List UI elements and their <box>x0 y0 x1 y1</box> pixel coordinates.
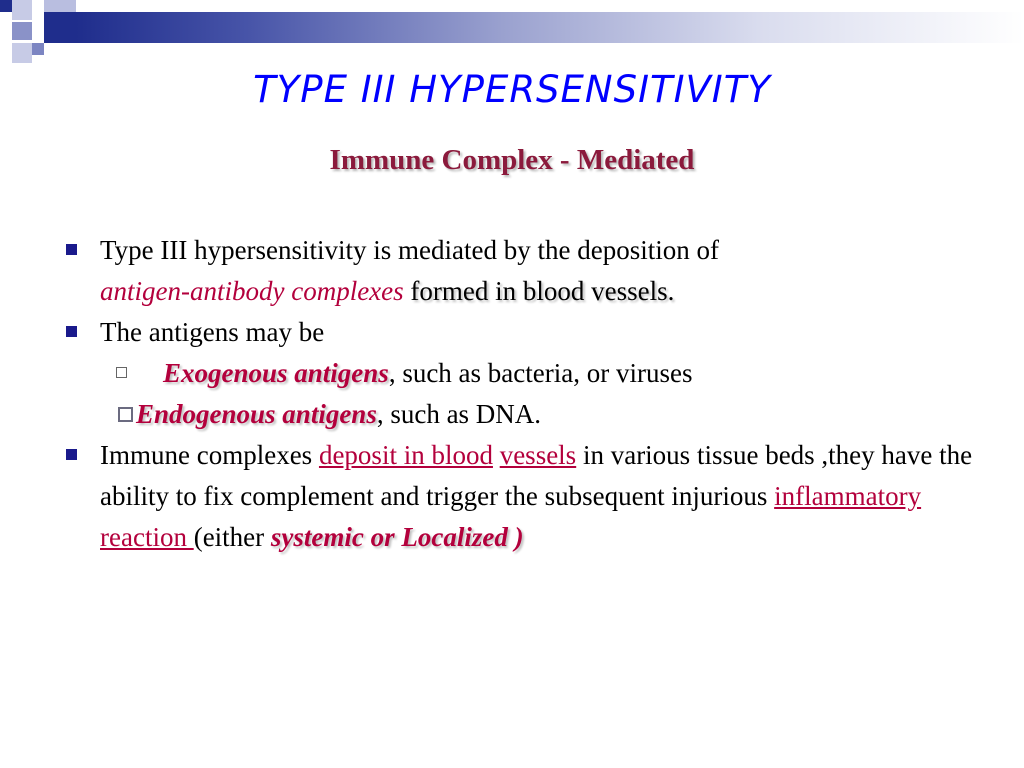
decor-square <box>44 12 76 43</box>
emphasis-text: systemic or Localized ) <box>270 522 524 552</box>
bullet-text: formed in blood vessels. <box>410 276 675 306</box>
decor-square <box>44 0 76 12</box>
emphasis-text: Exogenous antigens <box>163 358 389 388</box>
emphasis-text: antigen-antibody complexes <box>100 276 404 306</box>
underlined-term[interactable]: vessels <box>499 440 577 470</box>
bullet-text: Type III hypersensitivity is mediated by the deposition of <box>100 235 719 265</box>
bullet-item <box>100 435 980 558</box>
slide-body <box>100 230 980 558</box>
bullet-item <box>100 230 980 312</box>
bullet-text: The antigens may be <box>100 317 325 347</box>
decor-square <box>12 0 32 20</box>
slide-title: TYPE III HYPERSENSITIVITY <box>253 68 771 111</box>
bullet-text: Immune complexes <box>100 440 313 470</box>
header-gradient-bar <box>76 12 1024 43</box>
bullet-text: (either <box>193 522 265 552</box>
bullet-item <box>100 312 980 353</box>
bullet-text: in various tissue beds ,they have the ability to fix complement and trigger the subsequent injurious <box>100 440 973 511</box>
hollow-square-bullet-icon <box>116 367 127 378</box>
bullet-text: , such as DNA. <box>376 399 542 429</box>
decor-square <box>12 22 32 40</box>
slide-subtitle: Immune Complex - Mediated <box>329 144 695 176</box>
decor-square <box>0 0 12 12</box>
underlined-term[interactable]: deposit in blood <box>318 440 493 470</box>
decor-square <box>32 43 44 55</box>
sub-bullet-item <box>153 353 980 394</box>
decor-square <box>12 43 32 63</box>
underlined-term[interactable]: inflammatory reaction <box>100 481 922 552</box>
bullet-text: , such as bacteria, or viruses <box>388 358 693 388</box>
sub-bullet-item <box>118 394 980 435</box>
emphasis-text: Endogenous antigens <box>136 399 377 429</box>
square-bullet-icon <box>118 407 133 422</box>
